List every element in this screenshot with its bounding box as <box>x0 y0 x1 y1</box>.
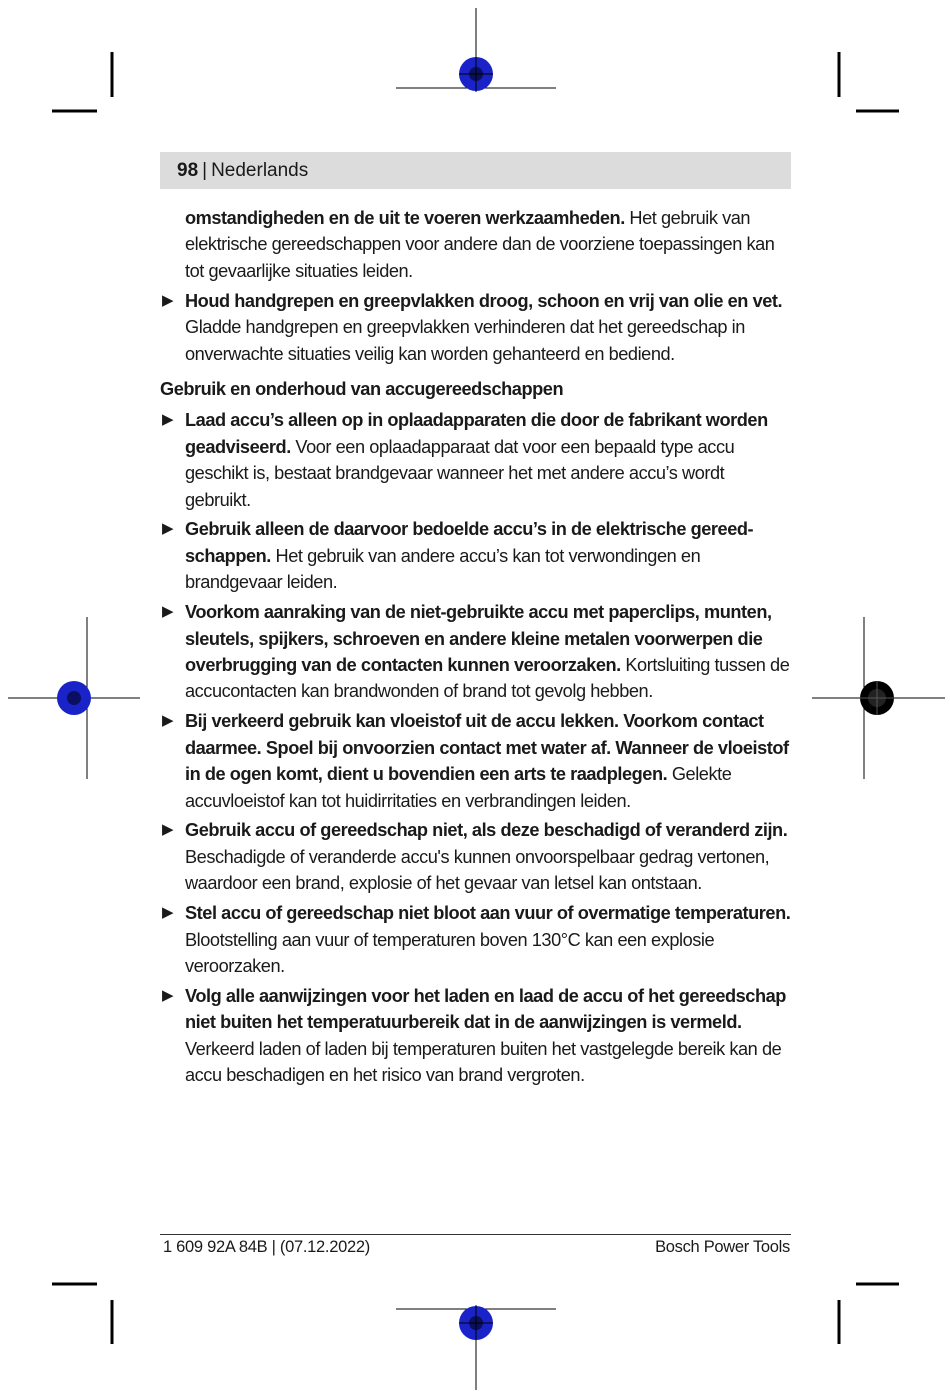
registration-target-right <box>812 617 945 779</box>
footer-brand: Bosch Power Tools <box>655 1238 790 1256</box>
list-item <box>160 708 793 814</box>
item-text: Het gebruik van andere accu’s kan tot verwondingen en brandgevaar leiden. <box>185 545 701 593</box>
continuation-text: Het gebruik van elektrische gereedschappen voor andere dan de voorziene toepassingen kan tot gevaarlijke situaties leiden. <box>185 208 775 281</box>
page-footer <box>163 1236 790 1258</box>
list-item <box>160 900 793 979</box>
item-bold: Laad accu’s alleen op in oplaadapparaten die door de fabrikant worden geadviseerd. <box>185 410 768 457</box>
item-bold: Stel accu of gereedschap niet bloot aan vuur of overmatige temperaturen. <box>185 903 791 924</box>
item-text: Verkeerd laden of laden bij temperaturen buiten het vastgelegde bereik kan de accu beschadigen en het risico van brand vergroten. <box>185 1038 782 1086</box>
item-text: Kortsluiting tussen de accucontacten kan brandwonden of brand tot gevolg hebben. <box>185 655 790 702</box>
item-bold: Gebruik accu of gereedschap niet, als deze beschadigd of veranderd zijn. <box>185 820 788 841</box>
page-content <box>160 205 793 1089</box>
list-item <box>160 983 793 1089</box>
item-text: Voor een oplaadapparaat dat voor een bepaald type accu geschikt is, bestaat brandgevaar wanneer het met andere accu’s wordt gebruikt. <box>185 436 735 510</box>
bullet-icon: ▶ <box>162 821 174 839</box>
registration-target-top <box>396 8 556 92</box>
bullet-icon: ▶ <box>162 904 174 922</box>
item-bold: Voorkom aanraking van de niet-gebruikte accu met paperclips, munten, sleutels, spijkers, schroeven en andere kleine metalen voorwerpen die overbrugging van de contacten kunnen veroorzaken. <box>185 602 772 675</box>
bullet-icon: ▶ <box>162 712 174 730</box>
list-item <box>160 516 793 595</box>
bullet-icon: ▶ <box>162 291 174 309</box>
footer-doc-ref: 1 609 92A 84B | (07.12.2022) <box>163 1238 370 1256</box>
item-bold: Gebruik alleen de daarvoor bedoelde accu’s in de elektrische gereedschappen. <box>185 519 754 566</box>
continuation-paragraph <box>160 205 793 284</box>
bullet-icon: ▶ <box>162 603 174 621</box>
bullet-icon: ▶ <box>162 520 174 538</box>
list-item <box>160 599 793 705</box>
item-bold: Houd handgrepen en greepvlakken droog, schoon en vrij van olie en vet. <box>185 290 783 311</box>
section-heading: Gebruik en onderhoud van accugereedschappen <box>160 378 564 399</box>
item-text: Gelekte accuvloeistof kan tot huidirritaties en verbrandingen leiden. <box>185 764 732 811</box>
item-text: Blootstelling aan vuur of temperaturen boven 130°C kan een explosie veroorzaken. <box>185 929 715 976</box>
item-bold: Volg alle aanwijzingen voor het laden en laad de accu of het gereedschap niet buiten het temperatuurbereik dat in de aanwijzingen is vermeld. <box>185 985 786 1033</box>
list-item-grips <box>160 288 793 367</box>
bullet-icon: ▶ <box>162 411 174 429</box>
item-bold: Bij verkeerd gebruik kan vloeistof uit de accu lekken. Voorkom contact daarmee. Spoel bij onvoorzien contact met water af. Wanneer de vloeistof in de ogen komt, dient u bovendien een arts te raadplegen. <box>185 711 789 785</box>
registration-target-bottom <box>396 1305 556 1390</box>
continuation-bold: omstandigheden en de uit te voeren werkzaamheden. <box>185 208 625 228</box>
registration-target-left <box>8 617 140 779</box>
footer-rule <box>160 1234 791 1235</box>
list-item <box>160 407 793 513</box>
page-header <box>160 152 791 189</box>
bullet-icon: ▶ <box>162 986 174 1004</box>
item-text: Gladde handgrepen en greepvlakken verhinderen dat het gereedschap in onverwachte situaties veilig kan worden gehanteerd en bediend. <box>185 317 745 364</box>
header-language: Nederlands <box>211 159 309 181</box>
header-separator: | <box>202 159 208 181</box>
page-number: 98 <box>177 159 199 181</box>
list-item <box>160 817 793 896</box>
item-text: Beschadigde of veranderde accu's kunnen onvoorspelbaar gedrag vertonen, waardoor een brand, explosie of het gevaar van letsel kan ontstaan. <box>185 846 770 894</box>
